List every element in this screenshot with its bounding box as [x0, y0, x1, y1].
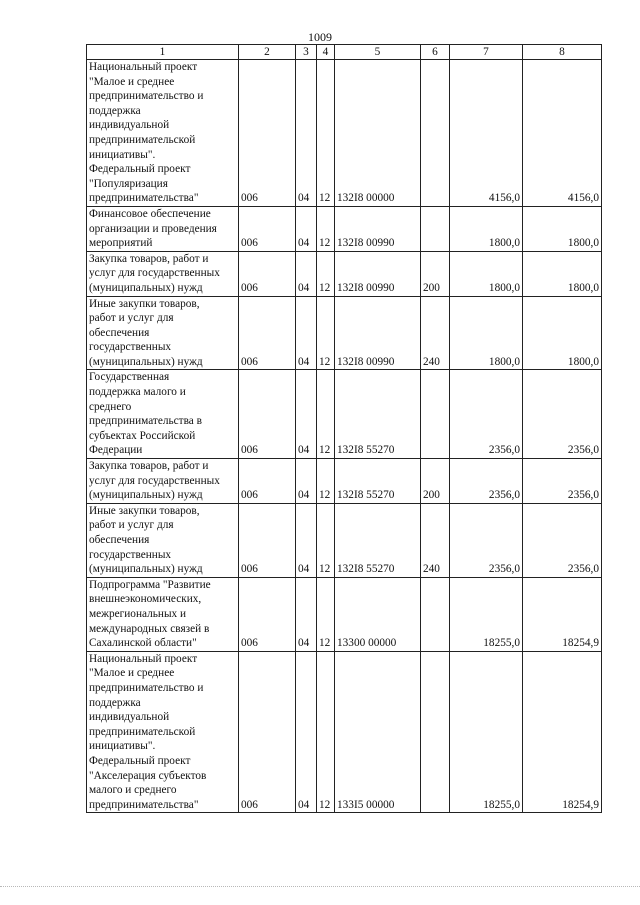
- ministry-code-cell: 006: [239, 296, 296, 370]
- amount-actual-cell: 1800,0: [523, 206, 602, 251]
- amount-planned-cell: 1800,0: [450, 251, 523, 296]
- ministry-code-cell: 006: [239, 251, 296, 296]
- amount-planned-cell: 2356,0: [450, 503, 523, 577]
- table-row: [87, 251, 602, 296]
- table-row: [87, 459, 602, 504]
- target-article-cell: 132I8 55270: [335, 370, 421, 459]
- column-header: 6: [421, 45, 450, 60]
- section-code-cell: 04: [296, 503, 317, 577]
- table-row: [87, 577, 602, 651]
- target-article-cell: 132I8 00000: [335, 60, 421, 207]
- amount-actual-cell: 2356,0: [523, 503, 602, 577]
- column-header: 2: [239, 45, 296, 60]
- section-code-cell: 04: [296, 577, 317, 651]
- column-header: 4: [317, 45, 335, 60]
- expense-type-cell: [421, 206, 450, 251]
- amount-planned-cell: 4156,0: [450, 60, 523, 207]
- scan-edge-decoration: [0, 886, 640, 891]
- row-name-cell: Национальный проект "Малое и среднее предпринимательство и поддержка индивидуальной предпринимательской инициативы". Федеральный проект "Акселерация субъектов малого и среднего предпринимательства": [87, 651, 239, 813]
- row-name-cell: Закупка товаров, работ и услуг для государственных (муниципальных) нужд: [87, 251, 239, 296]
- subsection-code-cell: 12: [317, 206, 335, 251]
- subsection-code-cell: 12: [317, 459, 335, 504]
- amount-planned-cell: 18255,0: [450, 651, 523, 813]
- section-code-cell: 04: [296, 651, 317, 813]
- section-code-cell: 04: [296, 60, 317, 207]
- target-article-cell: 132I8 55270: [335, 459, 421, 504]
- expense-type-cell: [421, 577, 450, 651]
- ministry-code-cell: 006: [239, 503, 296, 577]
- column-header: 5: [335, 45, 421, 60]
- row-name-cell: Закупка товаров, работ и услуг для государственных (муниципальных) нужд: [87, 459, 239, 504]
- subsection-code-cell: 12: [317, 296, 335, 370]
- column-header: 3: [296, 45, 317, 60]
- target-article-cell: 132I8 00990: [335, 251, 421, 296]
- expense-type-cell: [421, 60, 450, 207]
- amount-actual-cell: 2356,0: [523, 459, 602, 504]
- section-code-cell: 04: [296, 370, 317, 459]
- budget-table: [86, 44, 602, 813]
- row-name-cell: Иные закупки товаров, работ и услуг для обеспечения государственных (муниципальных) нужд: [87, 296, 239, 370]
- table-row: [87, 60, 602, 207]
- ministry-code-cell: 006: [239, 459, 296, 504]
- row-name-cell: Иные закупки товаров, работ и услуг для обеспечения государственных (муниципальных) нужд: [87, 503, 239, 577]
- expense-type-cell: 200: [421, 459, 450, 504]
- table-row: [87, 370, 602, 459]
- amount-planned-cell: 2356,0: [450, 459, 523, 504]
- subsection-code-cell: 12: [317, 577, 335, 651]
- column-header: 7: [450, 45, 523, 60]
- table-row: [87, 651, 602, 813]
- row-name-cell: Финансовое обеспечение организации и проведения мероприятий: [87, 206, 239, 251]
- amount-actual-cell: 4156,0: [523, 60, 602, 207]
- subsection-code-cell: 12: [317, 251, 335, 296]
- subsection-code-cell: 12: [317, 503, 335, 577]
- amount-actual-cell: 2356,0: [523, 370, 602, 459]
- amount-actual-cell: 18254,9: [523, 651, 602, 813]
- row-name-cell: Национальный проект "Малое и среднее предпринимательство и поддержка индивидуальной предпринимательской инициативы". Федеральный проект "Популяризация предпринимательства": [87, 60, 239, 207]
- amount-actual-cell: 1800,0: [523, 251, 602, 296]
- expense-type-cell: 240: [421, 503, 450, 577]
- table-header-row: [87, 45, 602, 60]
- target-article-cell: 13300 00000: [335, 577, 421, 651]
- amount-planned-cell: 1800,0: [450, 296, 523, 370]
- amount-actual-cell: 1800,0: [523, 296, 602, 370]
- section-code-cell: 04: [296, 251, 317, 296]
- page-number: 1009: [308, 30, 332, 44]
- ministry-code-cell: 006: [239, 370, 296, 459]
- amount-actual-cell: 18254,9: [523, 577, 602, 651]
- section-code-cell: 04: [296, 296, 317, 370]
- subsection-code-cell: 12: [317, 370, 335, 459]
- expense-type-cell: [421, 651, 450, 813]
- expense-type-cell: 240: [421, 296, 450, 370]
- amount-planned-cell: 2356,0: [450, 370, 523, 459]
- target-article-cell: 132I8 00990: [335, 206, 421, 251]
- section-code-cell: 04: [296, 206, 317, 251]
- table-row: [87, 296, 602, 370]
- section-code-cell: 04: [296, 459, 317, 504]
- target-article-cell: 133I5 00000: [335, 651, 421, 813]
- table-row: [87, 503, 602, 577]
- amount-planned-cell: 18255,0: [450, 577, 523, 651]
- row-name-cell: Государственная поддержка малого и среднего предпринимательства в субъектах Российской Федерации: [87, 370, 239, 459]
- ministry-code-cell: 006: [239, 60, 296, 207]
- column-header: 1: [87, 45, 239, 60]
- expense-type-cell: 200: [421, 251, 450, 296]
- subsection-code-cell: 12: [317, 60, 335, 207]
- row-name-cell: Подпрограмма "Развитие внешнеэкономических, межрегиональных и международных связей в Сахалинской области": [87, 577, 239, 651]
- subsection-code-cell: 12: [317, 651, 335, 813]
- target-article-cell: 132I8 55270: [335, 503, 421, 577]
- target-article-cell: 132I8 00990: [335, 296, 421, 370]
- ministry-code-cell: 006: [239, 206, 296, 251]
- expense-type-cell: [421, 370, 450, 459]
- amount-planned-cell: 1800,0: [450, 206, 523, 251]
- ministry-code-cell: 006: [239, 577, 296, 651]
- table-row: [87, 206, 602, 251]
- column-header: 8: [523, 45, 602, 60]
- ministry-code-cell: 006: [239, 651, 296, 813]
